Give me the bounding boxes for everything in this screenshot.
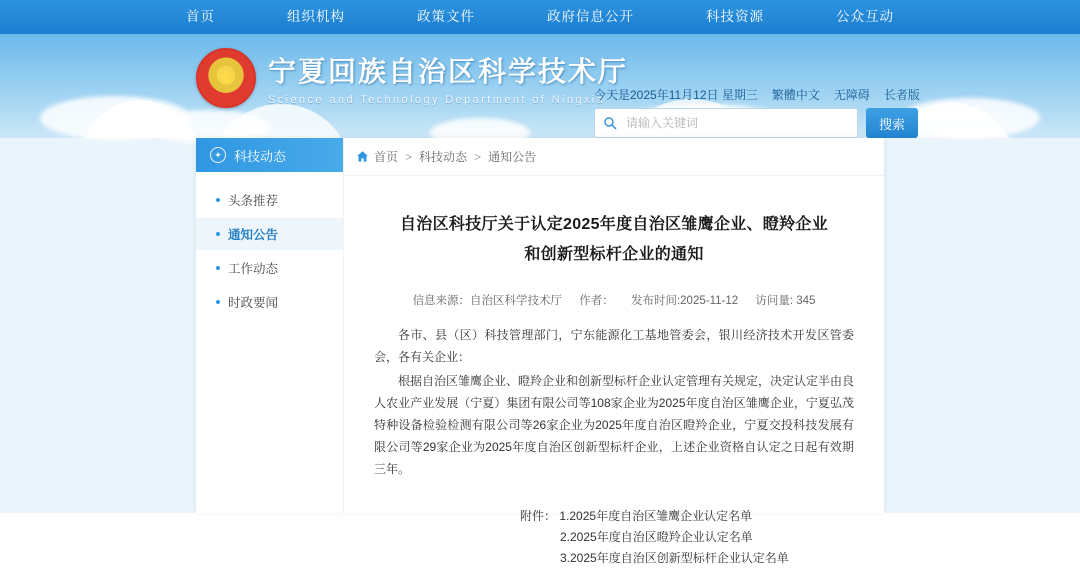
site-banner	[0, 34, 1080, 138]
breadcrumb-separator: >	[405, 149, 413, 164]
accessibility-link[interactable]: 无障碍	[833, 88, 870, 102]
sidebar-header	[196, 138, 343, 172]
attachment-row	[520, 506, 858, 527]
page-title	[376, 210, 852, 270]
search-icon	[603, 116, 617, 130]
cloud-decoration	[900, 98, 1040, 138]
nav-item-public-interaction[interactable]: 公众互动	[836, 9, 894, 24]
search-button[interactable]: 搜索	[866, 108, 918, 138]
sidebar-item-label: 工作动态	[228, 262, 279, 276]
home-icon	[356, 150, 369, 163]
sidebar-header-label: 科技动态	[234, 148, 287, 164]
bullet-icon	[216, 300, 220, 304]
main-content	[344, 138, 884, 565]
article-meta	[370, 292, 858, 308]
nav-item-sci-resources[interactable]: 科技资源	[706, 9, 764, 24]
page-title-line1: 自治区科技厅关于认定2025年度自治区雏鹰企业、瞪羚企业	[400, 216, 828, 233]
attachment-row	[520, 548, 858, 569]
nav-item-organization[interactable]: 组织机构	[287, 9, 345, 24]
attachment-link-2[interactable]: 2.2025年度自治区瞪羚企业认定名单	[560, 530, 753, 544]
breadcrumb	[344, 138, 884, 176]
site-title-cn: 宁夏回族自治区科学技术厅	[268, 57, 629, 88]
article-paragraph: 各市、县（区）科技管理部门，宁东能源化工基地管委会，银川经济技术开发区管委会，各有关企业：	[374, 328, 854, 364]
breadcrumb-separator: >	[474, 149, 482, 164]
sidebar-item-label: 头条推荐	[228, 194, 279, 208]
meta-author: 作者：	[579, 295, 614, 307]
current-date-text: 今天是2025年11月12日 星期三	[594, 88, 758, 102]
top-navigation	[0, 0, 1080, 34]
breadcrumb-item-sci-news[interactable]: 科技动态	[419, 150, 468, 164]
meta-publish-time: 发布时间:2025-11-12	[630, 295, 739, 307]
national-emblem-icon	[196, 48, 256, 108]
compass-icon: ✦	[210, 147, 226, 163]
sidebar-item-notice[interactable]	[196, 218, 343, 250]
lang-traditional-link[interactable]: 繁體中文	[771, 88, 820, 102]
search-box[interactable]	[594, 108, 858, 138]
attachment-link-1[interactable]: 1.2025年度自治区雏鹰企业认定名单	[559, 509, 753, 523]
meta-source: 信息来源：自治区科学技术厅	[412, 295, 563, 307]
breadcrumb-item-home[interactable]: 首页	[374, 150, 399, 164]
attachment-link-3[interactable]: 3.2025年度自治区创新型标杆企业认定名单	[560, 551, 789, 565]
breadcrumb-item-notice[interactable]: 通知公告	[488, 150, 537, 164]
site-logo[interactable]	[196, 48, 628, 108]
site-title-en: Science and Technology Department of Ningxia	[268, 94, 606, 106]
sidebar-item-label: 时政要闻	[228, 296, 279, 310]
utility-bar	[594, 86, 920, 103]
article-body	[370, 324, 858, 480]
bullet-icon	[216, 266, 220, 270]
attachment-row	[520, 527, 858, 548]
sidebar-item-work-updates[interactable]	[196, 252, 343, 284]
nav-item-gov-info[interactable]: 政府信息公开	[547, 9, 634, 24]
search-input[interactable]	[624, 115, 849, 131]
sidebar-item-current-affairs[interactable]	[196, 286, 343, 318]
bullet-icon	[216, 232, 220, 236]
attachments-label: 附件：	[520, 509, 557, 523]
sidebar-item-label: 通知公告	[228, 228, 279, 242]
page-title-line2: 和创新型标杆企业的通知	[524, 246, 704, 263]
nav-item-home[interactable]: 首页	[186, 9, 215, 24]
article-paragraph: 根据自治区雏鹰企业、瞪羚企业和创新型标杆企业认定管理有关规定，决定认定半由良人农业产业发展（宁夏）集团有限公司等108家企业为2025年度自治区雏鹰企业，宁夏弘茂特种设备检验检测有限公司等26家企业为2025年度自治区瞪羚企业，宁夏交投科技发展有限公司等29家企业为2025年度自治区创新型标杆企业，上述企业资格自认定之日起有效期三年。	[374, 374, 855, 476]
nav-item-policy[interactable]: 政策文件	[417, 9, 475, 24]
sidebar	[196, 138, 344, 513]
site-title-block	[268, 50, 628, 106]
meta-views: 访问量: 345	[755, 295, 816, 307]
sidebar-item-headline[interactable]	[196, 184, 343, 216]
sidebar-list	[196, 172, 343, 318]
content-shell	[196, 138, 884, 565]
elder-mode-link[interactable]: 长者版	[883, 88, 920, 102]
attachment-list	[370, 506, 858, 569]
bullet-icon	[216, 198, 220, 202]
